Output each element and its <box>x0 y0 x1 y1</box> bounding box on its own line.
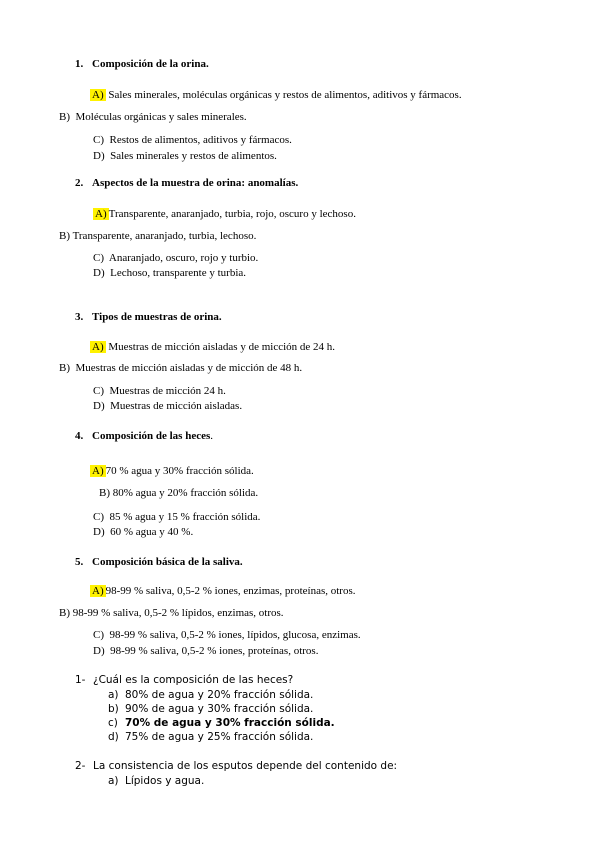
question-5-option-b: B) 98-99 % saliva, 0,5-2 % lípidos, enzimas, otros. <box>59 607 284 619</box>
question-s2-1-option-c: c) 70% de agua y 30% fracción sólida. <box>108 717 335 729</box>
question-3-option-a: A) Muestras de micción aisladas y de micción de 24 h. <box>92 341 336 353</box>
question-4-option-a: A) 70 % agua y 30% fracción sólida. <box>92 465 254 477</box>
answer-highlight: A) <box>92 89 104 101</box>
question-1-option-d: D) Sales minerales y restos de alimentos. <box>93 150 277 162</box>
question-1-option-c: C) Restos de alimentos, aditivos y fármacos. <box>93 134 292 146</box>
question-4-title: 4. Composición de las heces. <box>75 430 213 442</box>
question-4-option-d: D) 60 % agua y 40 %. <box>93 526 194 538</box>
question-4-option-b: B) 80% agua y 20% fracción sólida. <box>99 487 259 499</box>
question-2-title: 2. Aspectos de la muestra de orina: anomalías. <box>75 177 299 189</box>
question-3-option-b: B) Muestras de micción aisladas y de micción de 48 h. <box>59 362 303 374</box>
question-2-option-c: C) Anaranjado, oscuro, rojo y turbio. <box>93 252 259 264</box>
question-s2-1-option-a: a) 80% de agua y 20% fracción sólida. <box>108 689 314 701</box>
question-4-option-c: C) 85 % agua y 15 % fracción sólida. <box>93 511 261 523</box>
question-1-option-a: A) Sales minerales, moléculas orgánicas y restos de alimentos, aditivos y fármacos. <box>92 89 462 101</box>
answer-highlight: A) <box>92 341 104 353</box>
question-3-title: 3. Tipos de muestras de orina. <box>75 311 222 323</box>
question-s2-1-option-b: b) 90% de agua y 30% fracción sólida. <box>108 703 314 715</box>
question-2-option-b: B) Transparente, anaranjado, turbia, lechoso. <box>59 230 257 242</box>
answer-highlight: A) <box>92 585 104 597</box>
answer-highlight: A) <box>95 208 107 220</box>
question-2-option-d: D) Lechoso, transparente y turbia. <box>93 267 247 279</box>
answer-highlight: A) <box>92 465 104 477</box>
question-5-option-c: C) 98-99 % saliva, 0,5-2 % iones, lípidos, glucosa, enzimas. <box>93 629 361 641</box>
question-1-option-b: B) Moléculas orgánicas y sales minerales. <box>59 111 247 123</box>
question-5-option-d: D) 98-99 % saliva, 0,5-2 % iones, proteínas, otros. <box>93 645 319 657</box>
question-3-option-c: C) Muestras de micción 24 h. <box>93 385 226 397</box>
question-2-option-a: A) Transparente, anaranjado, turbia, rojo, oscuro y lechoso. <box>95 208 356 220</box>
question-s2-1-title: 1- ¿Cuál es la composición de las heces? <box>75 674 294 686</box>
question-5-title: 5. Composición básica de la saliva. <box>75 556 243 568</box>
correct-answer: 70% de agua y 30% fracción sólida. <box>125 717 335 729</box>
question-s2-1-option-d: d) 75% de agua y 25% fracción sólida. <box>108 731 314 743</box>
question-s2-2-title: 2- La consistencia de los esputos depende del contenido de: <box>75 760 398 772</box>
question-5-option-a: A) 98-99 % saliva, 0,5-2 % iones, enzimas, proteínas, otros. <box>92 585 356 597</box>
question-1-title: 1. Composición de la orina. <box>75 58 209 70</box>
question-s2-2-option-a: a) Lípidos y agua. <box>108 775 205 787</box>
question-3-option-d: D) Muestras de micción aisladas. <box>93 400 243 412</box>
